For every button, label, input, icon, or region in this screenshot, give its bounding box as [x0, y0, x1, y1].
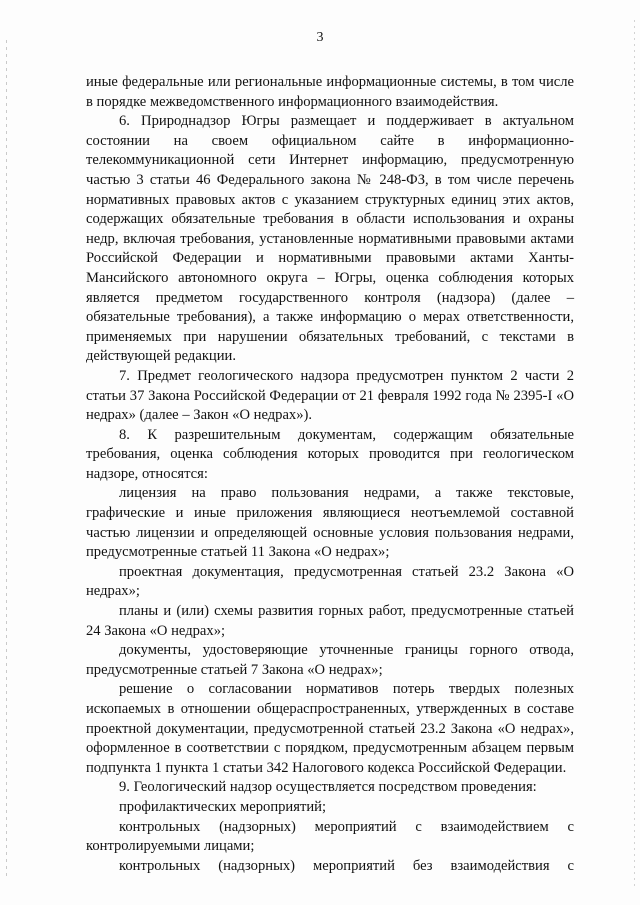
- list-item-preventive-measures: профилактических мероприятий;: [119, 798, 327, 815]
- paragraph-item-6: 6. Природнадзор Югры размещает и поддерживает в актуальном состоянии на своем официальном сайте в информационно-телекоммуникационной сети Интернет информацию, предусмотренную частью 3 статьи 46 Федерального закона № 248-ФЗ, в том числе перечень нормативных правовых актов с указанием структурных единиц этих актов, содержащих обязательные требования в области использования и охраны недр, включая требования, установленные нормативными правовыми актами Российской Федерации и нормативными правовыми актами Ханты-Мансийского автономного округа – Югры, оценка соблюдения которых является предметом государственного контроля (надзора) (далее – обязательные требования), а также информацию о мерах ответственности, применяемых при нарушении обязательных требований, с текстами в действующей редакции.: [86, 113, 574, 365]
- paragraph-item-9: 9. Геологический надзор осуществляется посредством проведения:: [119, 779, 537, 796]
- paragraph-item-8: 8. К разрешительным документам, содержащим обязательные требования, оценка соблюдения которых проводится при геологическом надзоре, относятся:: [86, 426, 574, 482]
- paragraph-intro-continuation: иные федеральные или региональные информационные системы, в том числе в порядке межведомственного информационного взаимодействия.: [86, 74, 574, 110]
- scan-edge-left: [6, 40, 7, 880]
- list-item-mining-allotment: документы, удостоверяющие уточненные границы горного отвода, предусмотренные статьей 7 Закона «О недрах»;: [86, 642, 574, 678]
- list-item-license: лицензия на право пользования недрами, а также текстовые, графические и иные приложения являющиеся неотъемлемой составной частью лицензии и определяющей основные условия пользования недрами, предусмотренные статьей 11 Закона «О недрах»;: [86, 485, 574, 561]
- list-item-project-documentation: проектная документация, предусмотренная статьей 23.2 Закона «О недрах»;: [86, 563, 574, 600]
- scan-edge-right: [634, 20, 635, 890]
- list-item-control-with-interaction: контрольных (надзорных) мероприятий с взаимодействием с контролируемыми лицами;: [86, 818, 574, 855]
- list-item-loss-standards: решение о согласовании нормативов потерь твердых полезных ископаемых в отношении общераспространенных, утвержденных в составе проектной документации, предусмотренной статьей 23.2 Закона «О недрах», оформленное в соответствии с порядком, предусмотренным абзацем первым подпункта 1 пункта 1 статьи 342 Налогового кодекса Российской Федерации.: [86, 681, 574, 776]
- list-item-mining-plans: планы и (или) схемы развития горных работ, предусмотренные статьей 24 Закона «О недрах»;: [86, 603, 574, 639]
- list-item-control-without-interaction: контрольных (надзорных) мероприятий без взаимодействия с: [119, 857, 574, 874]
- page-number: 3: [316, 30, 324, 45]
- paragraph-item-7: 7. Предмет геологического надзора предусмотрен пунктом 2 части 2 статьи 37 Закона Российской Федерации от 21 февраля 1992 года № 2395-I «О недрах» (далее – Закон «О недрах»).: [86, 367, 574, 424]
- document-body: [86, 73, 574, 876]
